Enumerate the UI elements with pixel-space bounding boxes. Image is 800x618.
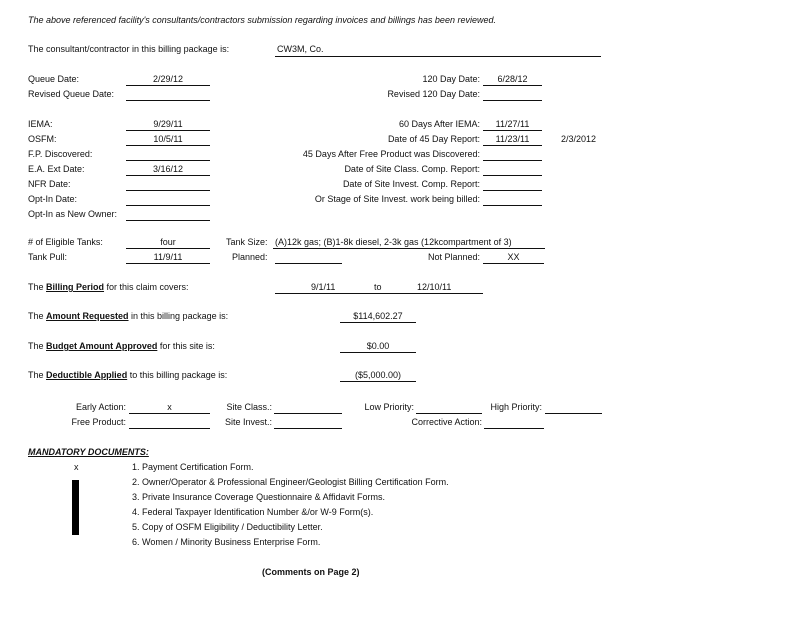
days-60-iema-value: 11/27/11: [483, 119, 542, 131]
payment-cert-check: x: [74, 462, 79, 472]
budget-approved-value: $0.00: [340, 341, 416, 353]
opt-in-new-owner-value: [126, 209, 210, 221]
tank-pull-label: Tank Pull:: [28, 252, 68, 262]
site-class-report-value: [483, 164, 542, 176]
budget-approved-label: The Budget Amount Approved for this site is:: [28, 341, 215, 351]
revised-queue-date-value: [126, 89, 210, 101]
free-product-label: Free Product:: [71, 417, 126, 427]
days-45-fp-label: 45 Days After Free Product was Discovered:: [302, 149, 480, 159]
billing-to-value: 12/10/11: [417, 282, 452, 292]
mandatory-item-5: 5. Copy of OSFM Eligibility / Deductibility Letter.: [132, 522, 323, 532]
corrective-action-label: Corrective Action:: [411, 417, 482, 427]
early-action-value: x: [129, 402, 210, 414]
billing-from-value: 9/1/11: [311, 282, 336, 292]
deductible-value: ($5,000.00): [340, 370, 416, 382]
osfm-label: OSFM:: [28, 134, 57, 144]
report-45-extra-date: 2/3/2012: [561, 134, 597, 144]
mandatory-item-3: 3. Private Insurance Coverage Questionnaire & Affidavit Forms.: [132, 492, 385, 502]
amount-requested-label: The Amount Requested in this billing package is:: [28, 311, 229, 321]
billing-period-field: [275, 282, 483, 294]
billing-to-label: to: [374, 282, 382, 292]
site-invest-report-label: Date of Site Invest. Comp. Report:: [342, 179, 480, 189]
ea-ext-date-label: E.A. Ext Date:: [28, 164, 85, 174]
opt-in-date-value: [126, 194, 210, 206]
low-priority-label: Low Priority:: [364, 402, 414, 412]
corrective-action-value: [484, 417, 544, 429]
consultant-field: [275, 44, 601, 57]
tank-size-field: [273, 237, 545, 249]
report-45-value: 11/23/11: [483, 134, 542, 146]
comments-note: (Comments on Page 2): [262, 567, 360, 577]
eligible-tanks-value: four: [126, 237, 210, 249]
high-priority-value: [545, 402, 602, 414]
planned-value: [275, 252, 342, 264]
tank-size-label: Tank Size:: [226, 237, 268, 247]
days-60-iema-label: 60 Days After IEMA:: [398, 119, 480, 129]
review-note: The above referenced facility's consultants/contractors submission regarding invoices and billings has been reviewed.: [28, 15, 496, 25]
redaction-bar: [72, 480, 79, 535]
high-priority-label: High Priority:: [490, 402, 542, 412]
site-class-report-label: Date of Site Class. Comp. Report:: [344, 164, 480, 174]
revised-queue-date-label: Revised Queue Date:: [28, 89, 115, 99]
not-planned-value: XX: [483, 252, 544, 264]
site-class-label: Site Class.:: [226, 402, 272, 412]
revised-120-value: [483, 89, 542, 101]
report-45-label: Date of 45 Day Report:: [387, 134, 480, 144]
mandatory-item-4: 4. Federal Taxpayer Identification Number &/or W-9 Form(s).: [132, 507, 374, 517]
tank-size-value: (A)12k gas; (B)1-8k diesel, 2-3k gas (12kcompartment of 3): [275, 237, 512, 247]
planned-label: Planned:: [232, 252, 268, 262]
deductible-label: The Deductible Applied to this billing package is:: [28, 370, 228, 380]
consultant-label: The consultant/contractor in this billing package is:: [28, 44, 230, 54]
fp-discovered-label: F.P. Discovered:: [28, 149, 93, 159]
stage-billed-value: [483, 194, 542, 206]
site-invest-value: [274, 417, 342, 429]
not-planned-label: Not Planned:: [427, 252, 480, 262]
mandatory-item-2: 2. Owner/Operator & Professional Engineer/Geologist Billing Certification Form.: [132, 477, 449, 487]
opt-in-new-owner-label: Opt-In as New Owner:: [28, 209, 118, 219]
osfm-value: 10/5/11: [126, 134, 210, 146]
early-action-label: Early Action:: [75, 402, 126, 412]
free-product-value: [129, 417, 210, 429]
stage-billed-label: Or Stage of Site Invest. work being billed:: [314, 194, 480, 204]
ea-ext-date-value: 3/16/12: [126, 164, 210, 176]
iema-value: 9/29/11: [126, 119, 210, 131]
tank-pull-value: 11/9/11: [126, 252, 210, 264]
opt-in-date-label: Opt-In Date:: [28, 194, 78, 204]
queue-date-label: Queue Date:: [28, 74, 80, 84]
mandatory-documents-title: MANDATORY DOCUMENTS:: [28, 447, 149, 457]
amount-requested-value: $114,602.27: [340, 311, 416, 323]
eligible-tanks-label: # of Eligible Tanks:: [28, 237, 103, 247]
nfr-date-label: NFR Date:: [28, 179, 71, 189]
mandatory-item-1: 1. Payment Certification Form.: [132, 462, 254, 472]
mandatory-item-6: 6. Women / Minority Business Enterprise Form.: [132, 537, 321, 547]
consultant-value: CW3M, Co.: [277, 44, 324, 54]
iema-label: IEMA:: [28, 119, 53, 129]
site-invest-label: Site Invest.:: [224, 417, 272, 427]
day-120-label: 120 Day Date:: [422, 74, 480, 84]
nfr-date-value: [126, 179, 210, 191]
queue-date-value: 2/29/12: [126, 74, 210, 86]
days-45-fp-value: [483, 149, 542, 161]
revised-120-label: Revised 120 Day Date:: [387, 89, 480, 99]
billing-period-label: The Billing Period for this claim covers:: [28, 282, 189, 292]
day-120-value: 6/28/12: [483, 74, 542, 86]
site-invest-report-value: [483, 179, 542, 191]
